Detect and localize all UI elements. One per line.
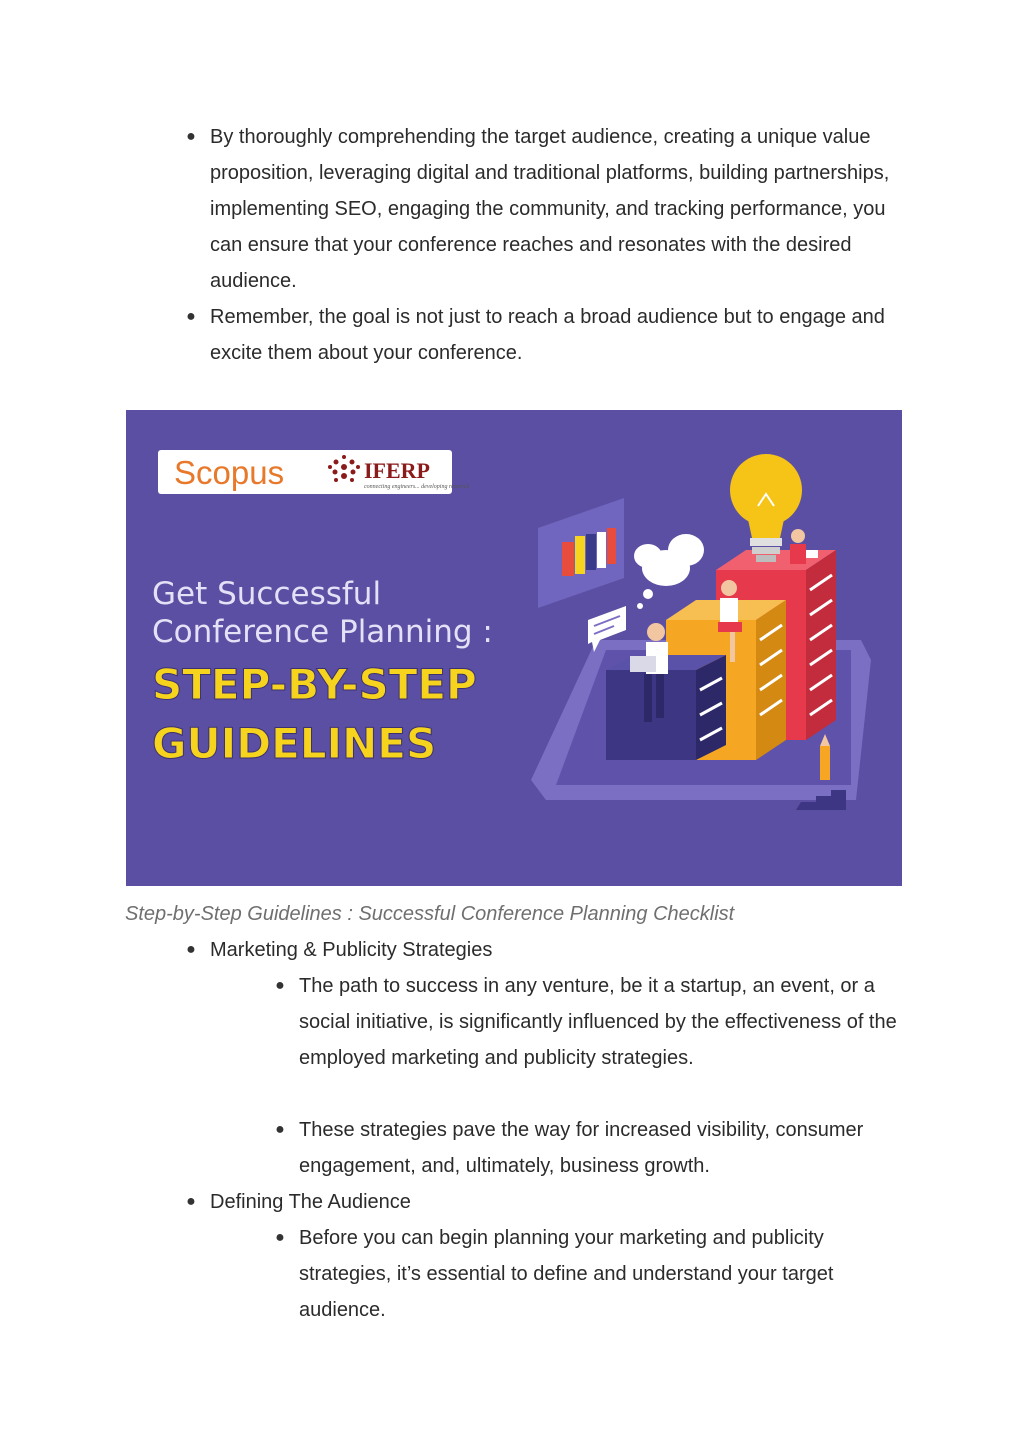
bullet-icon: ● (275, 1121, 285, 1138)
section-item-text: Before you can begin planning your marketing and publicity strategies, it’s essential to define and understand your target audience. (299, 1227, 834, 1321)
bullet-icon: ● (275, 1229, 285, 1246)
section-heading-marketing (181, 932, 921, 968)
headline-line2: Conference Planning : (152, 614, 493, 650)
book-stacks-icon (606, 550, 836, 760)
scopus-logo: Scopus (174, 454, 285, 491)
intro-bullet-2 (181, 299, 921, 371)
headline-line1: Get Successful (152, 576, 382, 612)
section-item (270, 1112, 920, 1184)
section-item (270, 968, 920, 1076)
section-item (270, 1220, 920, 1328)
bullet-icon: ● (186, 128, 196, 145)
bullet-icon: ● (186, 308, 196, 325)
banner-image (126, 410, 902, 886)
headline-big2: GUIDELINES (152, 719, 437, 768)
iferp-logo: IFERP (364, 458, 430, 483)
bullet-icon: ● (275, 977, 285, 994)
bullet-icon: ● (186, 1193, 196, 1210)
section-heading-audience (181, 1184, 921, 1220)
intro-bullet-text: By thoroughly comprehending the target audience, creating a unique value proposition, leveraging digital and traditional platforms, building partnerships, implementing SEO, engaging the community, and tracking performance, you can ensure that your conference reaches and resonates with the desired audience. (210, 126, 890, 292)
iferp-tagline: connecting engineers... developing research (364, 484, 470, 490)
intro-bullet-1 (181, 119, 921, 299)
intro-bullet-text: Remember, the goal is not just to reach a broad audience but to engage and excite them about your conference. (210, 306, 885, 364)
bookshelf-board-icon (538, 498, 624, 608)
headline-big1: STEP-BY-STEP (152, 660, 477, 709)
section-heading-text: Defining The Audience (210, 1191, 411, 1213)
section-item-text: These strategies pave the way for increased visibility, consumer engagement, and, ultimately, business growth. (299, 1119, 864, 1177)
image-caption: Step-by-Step Guidelines : Successful Conference Planning Checklist (125, 903, 735, 925)
section-heading-text: Marketing & Publicity Strategies (210, 939, 493, 961)
bullet-icon: ● (186, 941, 196, 958)
cloud-icon (634, 534, 704, 609)
section-item-text: The path to success in any venture, be it a startup, an event, or a social initiative, is significantly influenced by the effectiveness of the employed marketing and publicity strategies. (299, 975, 897, 1069)
